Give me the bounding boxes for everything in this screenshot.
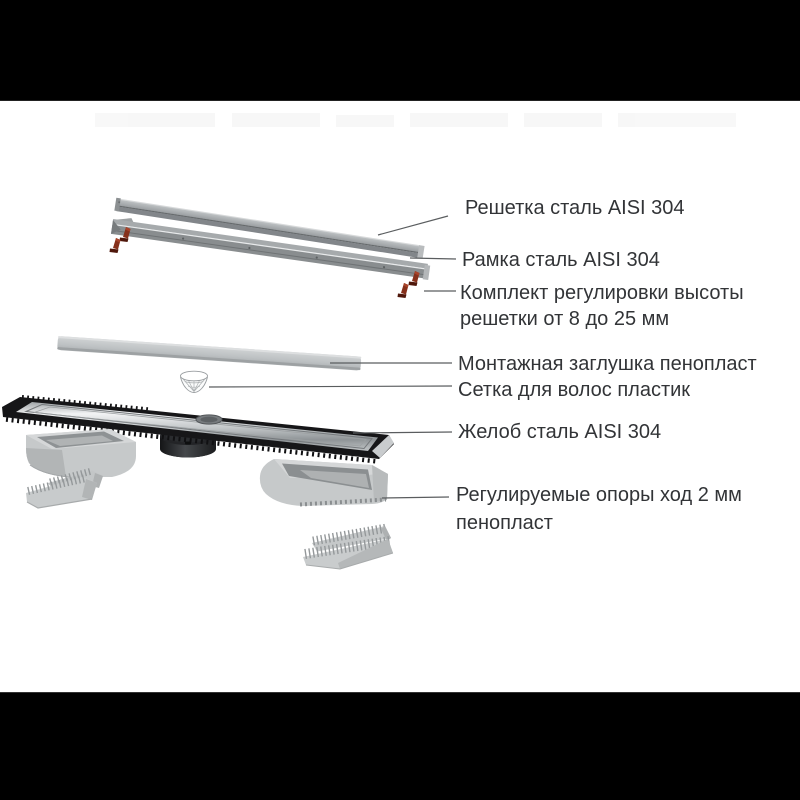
label-mounting-plug-text: Монтажная заглушка пенопласт (458, 353, 757, 375)
leader-line-hairnet (209, 386, 452, 387)
label-channel-text: Желоб сталь AISI 304 (458, 421, 662, 443)
label-adjustable-supports (456, 481, 742, 537)
label-channel (458, 419, 661, 445)
label-adjustable-supports-line1: Регулируемые опоры ход 2 мм (456, 484, 742, 506)
leader-line-grate (378, 216, 448, 235)
artifact-band (95, 113, 736, 127)
hair-strainer-icon (181, 371, 208, 392)
label-hair-strainer-text: Сетка для волос пластик (458, 379, 691, 401)
foam-support-box-icon (260, 459, 388, 506)
label-frame-text: Рамка сталь AISI 304 (462, 249, 660, 271)
leader-line-supports (382, 497, 449, 498)
label-height-kit (460, 280, 744, 332)
ribbed-foam-wedge-icon (303, 526, 393, 569)
label-hair-strainer (458, 377, 690, 403)
label-adjustable-supports-line2: пенопласт (456, 512, 553, 534)
leader-line-frame (410, 258, 456, 259)
foam-mounting-plug-icon (57, 336, 361, 371)
label-frame (462, 247, 660, 273)
label-grate (465, 195, 685, 221)
leader-line-channel (353, 432, 452, 433)
label-grate-text: Решетка сталь AISI 304 (465, 197, 685, 219)
label-height-kit-line2: решетки от 8 до 25 мм (460, 308, 670, 330)
label-height-kit-line1: Комплект регулировки высоты (460, 282, 744, 304)
label-mounting-plug (458, 351, 757, 377)
